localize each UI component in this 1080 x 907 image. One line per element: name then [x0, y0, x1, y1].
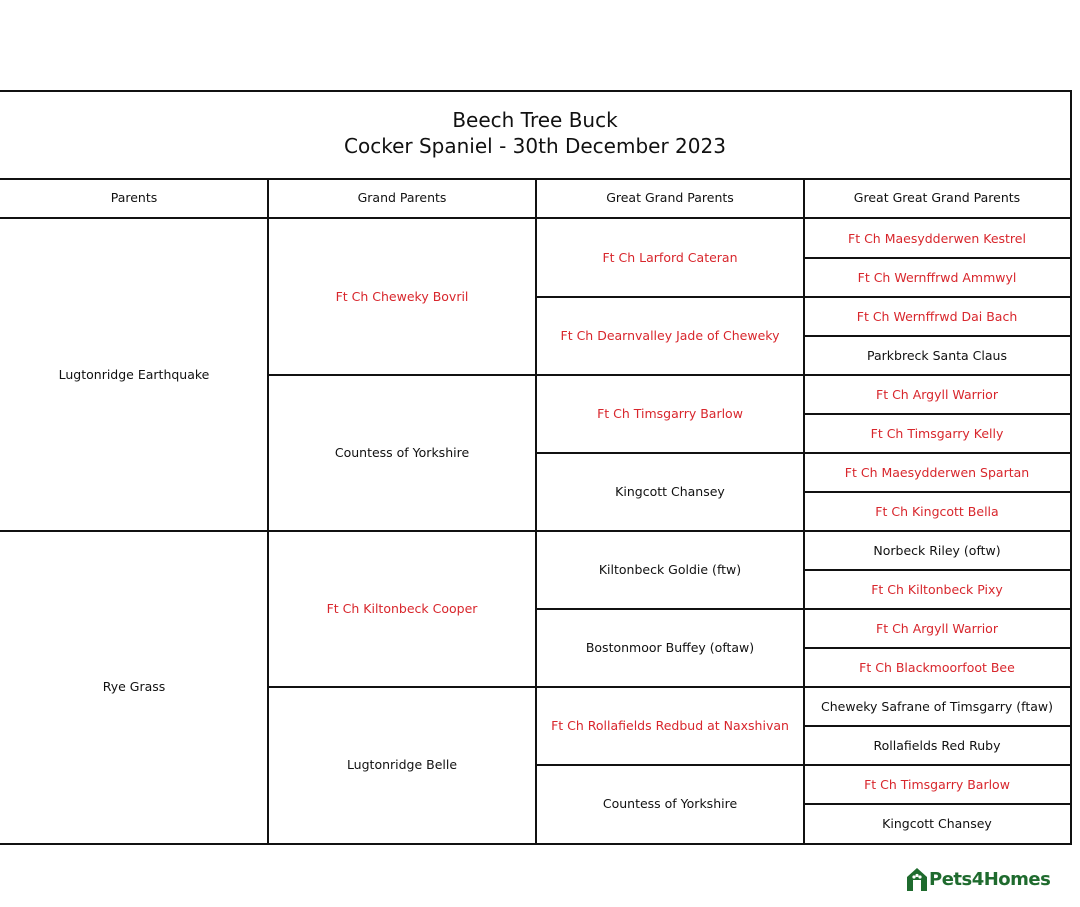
house-paw-icon: [905, 866, 929, 892]
great-grand-parent-cell: Kingcott Chansey: [615, 484, 725, 499]
row-divider: [804, 608, 1070, 610]
row-divider: [804, 569, 1070, 571]
row-divider: [804, 296, 1070, 298]
row-divider: [268, 686, 536, 688]
great-great-grand-parent-cell: Ft Ch Kiltonbeck Pixy: [871, 581, 1003, 597]
row-divider: [536, 452, 804, 454]
column-divider: [535, 178, 537, 843]
great-great-grand-parent-cell: Parkbreck Santa Claus: [867, 347, 1007, 363]
row-divider: [804, 530, 1070, 532]
great-great-grand-parent-cell: Norbeck Riley (oftw): [873, 542, 1001, 558]
great-grand-parent-cell: Ft Ch Larford Cateran: [602, 250, 738, 265]
great-grand-parent-cell: Ft Ch Timsgarry Barlow: [597, 406, 743, 421]
row-divider: [536, 374, 804, 376]
row-divider: [268, 530, 536, 532]
breed-date: Cocker Spaniel - 30th December 2023: [344, 134, 726, 158]
great-great-grand-parent-cell: Cheweky Safrane of Timsgarry (ftaw): [821, 698, 1053, 714]
great-great-grand-parent-cell: Rollafields Red Ruby: [873, 737, 1001, 753]
great-great-grand-parent-cell: Kingcott Chansey: [882, 815, 992, 831]
row-divider: [804, 452, 1070, 454]
logo-text: Pets4Homes: [929, 868, 1051, 890]
row-divider: [804, 725, 1070, 727]
grand-parent-cell: Countess of Yorkshire: [334, 445, 470, 460]
header-great-grand-parents: Great Grand Parents: [606, 189, 734, 205]
row-divider: [804, 374, 1070, 376]
pets4homes-logo: [905, 865, 1050, 893]
column-divider: [267, 178, 269, 843]
row-divider: [536, 296, 804, 298]
great-great-grand-parent-cell: Ft Ch Timsgarry Barlow: [864, 776, 1010, 792]
great-great-grand-parent-cell: Ft Ch Wernffrwd Ammwyl: [857, 269, 1017, 285]
row-divider: [536, 608, 804, 610]
title-block: [0, 92, 1070, 180]
great-grand-parent-cell: Ft Ch Rollafields Redbud at Naxshivan: [551, 718, 789, 733]
row-divider: [0, 530, 268, 532]
row-divider: [536, 764, 804, 766]
row-divider: [268, 374, 536, 376]
great-great-grand-parent-cell: Ft Ch Kingcott Bella: [875, 503, 999, 519]
grand-parent-cell: Ft Ch Kiltonbeck Cooper: [326, 601, 478, 616]
row-divider: [804, 491, 1070, 493]
great-great-grand-parent-cell: Ft Ch Maesydderwen Spartan: [844, 464, 1030, 480]
great-grand-parent-cell: Ft Ch Dearnvalley Jade of Cheweky: [560, 328, 780, 343]
great-great-grand-parent-cell: Ft Ch Wernffrwd Dai Bach: [856, 308, 1018, 324]
header-parents: Parents: [110, 189, 158, 205]
great-great-grand-parent-cell: Ft Ch Argyll Warrior: [876, 386, 998, 402]
column-divider: [803, 178, 805, 843]
row-divider: [804, 335, 1070, 337]
row-divider: [804, 257, 1070, 259]
row-divider: [536, 530, 804, 532]
grand-parent-cell: Ft Ch Cheweky Bovril: [335, 289, 469, 304]
great-great-grand-parent-cell: Ft Ch Maesydderwen Kestrel: [848, 230, 1026, 246]
row-divider: [804, 413, 1070, 415]
great-great-grand-parent-cell: Ft Ch Timsgarry Kelly: [870, 425, 1004, 441]
great-grand-parent-cell: Kiltonbeck Goldie (ftw): [598, 562, 742, 577]
dog-name: Beech Tree Buck: [452, 108, 618, 132]
header-great-great-grand-parents: Great Great Grand Parents: [853, 189, 1021, 205]
row-divider: [804, 764, 1070, 766]
row-divider: [536, 686, 804, 688]
grand-parent-cell: Lugtonridge Belle: [346, 757, 458, 772]
great-great-grand-parent-cell: Ft Ch Blackmoorfoot Bee: [859, 659, 1015, 675]
great-grand-parent-cell: Countess of Yorkshire: [602, 796, 738, 811]
parent-cell: Lugtonridge Earthquake: [58, 367, 210, 382]
header-grand-parents: Grand Parents: [357, 189, 447, 205]
row-divider: [804, 686, 1070, 688]
pedigree-chart: [0, 90, 1072, 845]
row-divider: [804, 647, 1070, 649]
parent-cell: Rye Grass: [102, 679, 166, 694]
great-grand-parent-cell: Bostonmoor Buffey (oftaw): [585, 640, 755, 655]
row-divider: [804, 803, 1070, 805]
great-great-grand-parent-cell: Ft Ch Argyll Warrior: [876, 620, 998, 636]
